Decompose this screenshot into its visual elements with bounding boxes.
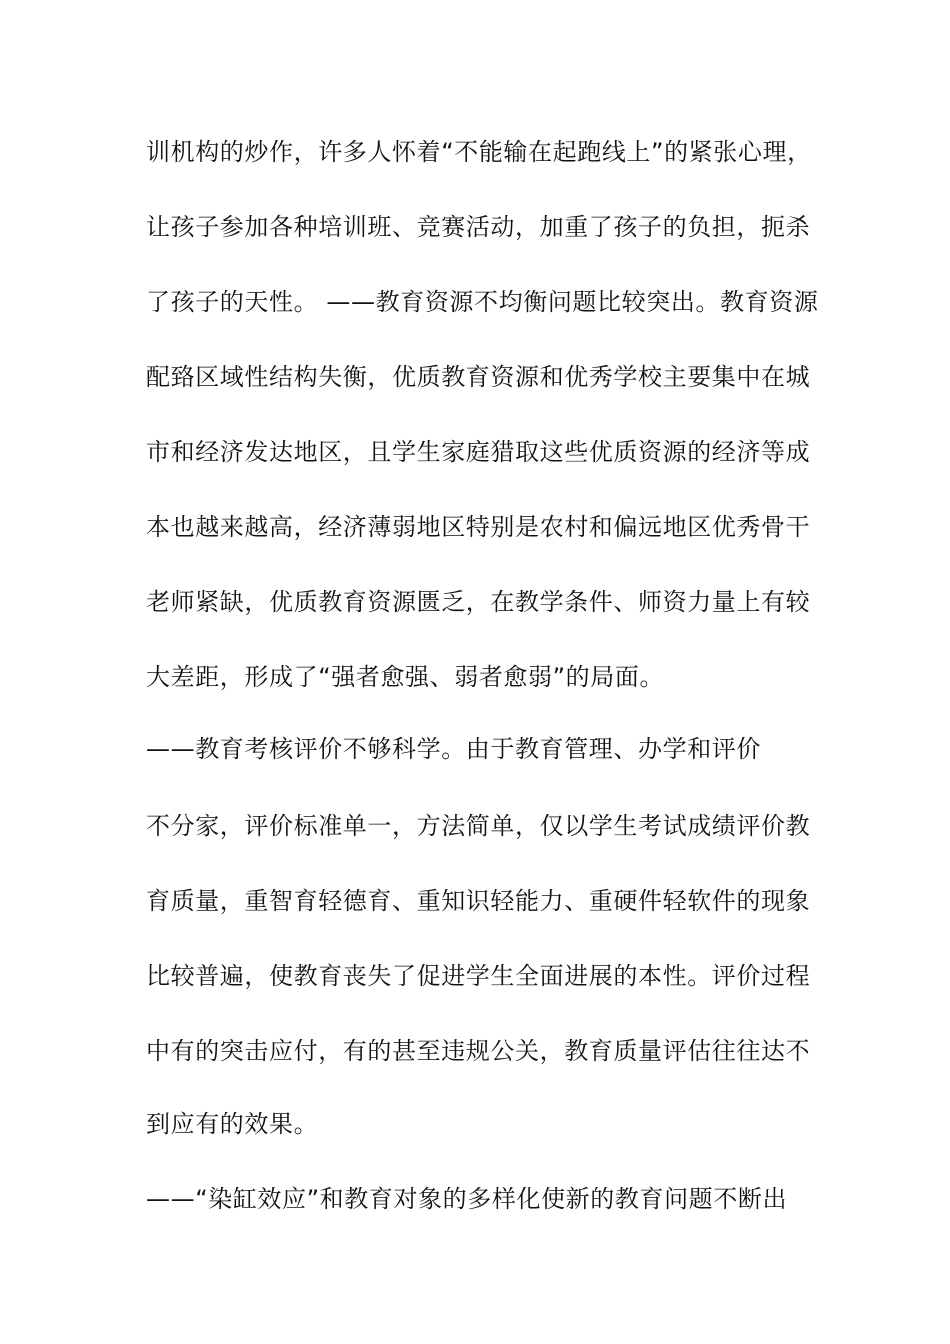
text-line-11: 育质量，重智育轻德育、重知识轻能力、重硬件轻软件的现象 [146, 887, 811, 915]
text-line-1: 训机构的炒作，许多人怀着“不能输在起跑线上”的紧张心理， [146, 138, 812, 166]
text-line-10: 不分家，评价标准单一，方法简单，仅以学生考试成绩评价教 [146, 812, 811, 840]
text-line-5: 市和经济发达地区，且学生家庭猎取这些优质资源的经济等成 [146, 438, 811, 466]
text-line-6: 本也越来越高，经济薄弱地区特别是农村和偏远地区优秀骨干 [146, 513, 811, 541]
text-line-4: 配臵区域性结构失衡，优质教育资源和优秀学校主要集中在城 [146, 363, 811, 391]
text-line-2: 让孩子参加各种培训班、竞赛活动，加重了孩子的负担，扼杀 [146, 213, 811, 241]
text-line-9: ——教育考核评价不够科学。由于教育管理、办学和评价 [146, 735, 761, 763]
text-line-8: 大差距，形成了“强者愈强、弱者愈弱”的局面。 [146, 663, 665, 691]
text-line-15: ——“染缸效应”和教育对象的多样化使新的教育问题不断出 [146, 1185, 788, 1213]
text-line-13: 中有的突击应付，有的甚至违规公关，教育质量评估往往达不 [146, 1037, 811, 1065]
text-line-12: 比较普遍，使教育丧失了促进学生全面进展的本性。评价过程 [146, 962, 811, 990]
text-line-3: 了孩子的天性。 ——教育资源不均衡问题比较突出。教育资源 [146, 288, 819, 316]
text-line-14: 到应有的效果。 [146, 1110, 319, 1138]
text-line-7: 老师紧缺，优质教育资源匮乏，在教学条件、师资力量上有较 [146, 588, 811, 616]
